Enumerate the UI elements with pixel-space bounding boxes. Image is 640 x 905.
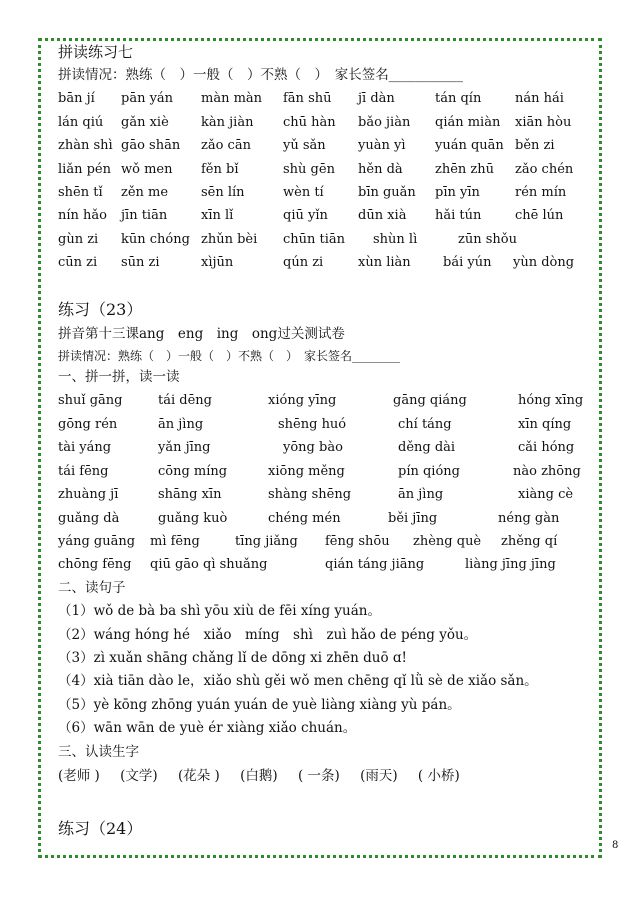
pinyin-row [58, 530, 598, 553]
section3-heading: 三、认读生字 [58, 743, 139, 760]
pinyin-word: xìjūn [201, 255, 234, 271]
pinyin-row [58, 204, 598, 227]
worksheet [58, 40, 598, 842]
pinyin-word: ān jìng [398, 487, 444, 503]
pinyin-word: wèn tí [283, 185, 324, 201]
pinyin-word: liǎn pén [58, 161, 111, 177]
pinyin-word: guǎng kuò [158, 510, 228, 526]
pinyin-word: shùn lì [373, 231, 418, 247]
pinyin-word: jī dàn [358, 91, 395, 107]
pinyin-word: hóng xīng [518, 393, 584, 409]
character-item: (花朵 ) [177, 767, 220, 784]
exercise23-status-line: 拼读情况：熟练（ ）一般（ ）不熟（ ） 家长签名________ [58, 349, 401, 364]
pinyin-word: fēng shōu [325, 533, 390, 549]
character-item: ( 小桥) [417, 767, 460, 784]
character-item: (文学) [120, 767, 158, 784]
pinyin-word: xīn qíng [518, 416, 572, 432]
pinyin-word: pān yán [121, 91, 174, 107]
pinyin-word: tīng jiǎng [235, 533, 298, 549]
pinyin-word: néng gàn [498, 510, 560, 526]
pinyin-word: zhēn zhū [435, 161, 495, 177]
pinyin-row [58, 460, 598, 483]
pinyin-word: yuán quān [435, 138, 504, 154]
exercise7-status-line: 拼读情况：熟练（ ）一般（ ）不熟（ ） 家长签名___________ [58, 67, 463, 83]
pinyin-word: yuàn yì [358, 138, 406, 154]
pinyin-row [58, 436, 598, 459]
pinyin-word: kūn chóng [121, 231, 190, 247]
pinyin-word: qián miàn [435, 114, 501, 130]
pinyin-word: pīn yīn [435, 185, 480, 201]
pinyin-word: gùn zi [58, 231, 99, 247]
exercise7-pinyin-grid [58, 87, 598, 274]
pinyin-word: wǒ men [121, 161, 173, 177]
pinyin-row [58, 413, 598, 436]
pinyin-word: bǎo jiàn [358, 114, 411, 130]
pinyin-word: yáng guāng [58, 533, 136, 549]
exercise23-pinyin-grid [58, 389, 598, 576]
character-item: (老师 ) [58, 767, 100, 784]
pinyin-word: cǎi hóng [518, 440, 575, 456]
pinyin-word: shāng xīn [158, 487, 222, 503]
exercise23-title: 拼音第十三课ang eng ing ong过关测试卷 [58, 325, 345, 342]
pinyin-word: yùn dòng [513, 255, 575, 271]
pinyin-word: xiàng cè [518, 487, 574, 503]
sentence: （3）zì xuǎn shāng chǎng lǐ de dōng xi zhēn duō ɑ! [58, 649, 407, 666]
pinyin-word: yōng bào [283, 440, 343, 456]
character-item: (白鹅) [240, 767, 278, 784]
pinyin-word: nín hǎo [58, 208, 107, 224]
pinyin-word: kàn jiàn [201, 114, 254, 130]
pinyin-word: děng dài [398, 440, 456, 456]
pinyin-word: qún zi [283, 255, 324, 271]
pinyin-word: zūn shǒu [458, 231, 517, 247]
sentence: （2）wáng hóng hé xiǎo míng shì zuì hǎo de péng yǒu。 [58, 626, 478, 643]
pinyin-word: qiū gāo qì shuǎng [150, 557, 268, 573]
pinyin-word: tán qín [435, 91, 482, 107]
exercise23-heading: 练习（23） [58, 299, 143, 319]
pinyin-word: shù gēn [283, 161, 335, 177]
pinyin-word: zǎo cān [201, 138, 251, 154]
pinyin-word: běi jīng [388, 510, 438, 526]
character-item: (雨天) [360, 767, 398, 784]
section2-heading: 二、读句子 [58, 579, 126, 596]
exercise7-title: 拼读练习七 [58, 43, 134, 61]
pinyin-word: chōng fēng [58, 557, 132, 573]
pinyin-word: yǔ sǎn [283, 138, 326, 154]
character-list [58, 764, 598, 788]
pinyin-word: nán hái [515, 91, 564, 107]
pinyin-word: hǎi tún [435, 208, 482, 224]
pinyin-word: shēn tǐ [58, 185, 103, 201]
pinyin-word: shàng shēng [268, 487, 352, 503]
pinyin-word: tái fēng [58, 463, 109, 479]
pinyin-word: cōng míng [158, 463, 228, 479]
exercise24-heading: 练习（24） [58, 818, 143, 838]
pinyin-word: jīn tiān [121, 208, 168, 224]
pinyin-word: liàng jīng jīng [465, 557, 556, 573]
pinyin-word: yǎn jīng [158, 440, 211, 456]
pinyin-row [58, 553, 598, 576]
pinyin-row [58, 87, 598, 110]
pinyin-word: zhǔn bèi [201, 231, 258, 247]
pinyin-word: qián táng jiāng [325, 557, 425, 573]
pinyin-row [58, 228, 598, 251]
page-number: 8 [612, 840, 619, 851]
pinyin-row [58, 389, 598, 412]
pinyin-word: zhàn shì [58, 138, 113, 154]
pinyin-word: bān jí [58, 91, 95, 107]
pinyin-word: xīn lǐ [201, 208, 234, 224]
pinyin-word: nào zhōng [513, 463, 581, 479]
pinyin-word: guǎng dà [58, 510, 120, 526]
pinyin-row [58, 158, 598, 181]
pinyin-word: gāo shān [121, 138, 181, 154]
pinyin-row [58, 483, 598, 506]
character-item: ( 一条) [297, 767, 340, 784]
pinyin-word: hěn dà [358, 161, 403, 177]
pinyin-word: chūn tiān [283, 231, 346, 247]
pinyin-word: dūn xià [358, 208, 407, 224]
pinyin-word: xióng yīng [268, 393, 337, 409]
section1-heading: 一、拼一拼，读一读 [58, 369, 180, 386]
pinyin-word: pín qióng [398, 463, 460, 479]
pinyin-word: gǎn xiè [121, 114, 169, 130]
pinyin-row [58, 507, 598, 530]
pinyin-word: qiū yǐn [283, 208, 328, 224]
sentence-list [58, 600, 598, 740]
pinyin-word: zěn me [121, 185, 169, 201]
sentence: （6）wān wān de yuè ér xiàng xiǎo chuán。 [58, 720, 357, 737]
pinyin-word: shēng huó [278, 416, 347, 432]
sentence: （1）wǒ de bà ba shì yōu xiù de fēi xíng yuán。 [58, 603, 381, 620]
pinyin-row [58, 111, 598, 134]
pinyin-row [58, 134, 598, 157]
pinyin-word: rén mín [515, 185, 567, 201]
pinyin-word: gōng rén [58, 416, 118, 432]
pinyin-word: zhěng qí [501, 533, 558, 549]
pinyin-row [58, 181, 598, 204]
pinyin-word: tài yáng [58, 440, 112, 456]
pinyin-word: shuǐ gāng [58, 393, 123, 409]
pinyin-word: chéng mén [268, 510, 341, 526]
sentence: （5）yè kōng zhōng yuán yuán de yuè liàng xiàng yù pán。 [58, 696, 461, 713]
pinyin-word: mì fēng [150, 533, 200, 549]
pinyin-word: xiōng měng [268, 463, 345, 479]
pinyin-word: xiān hòu [515, 114, 572, 130]
pinyin-word: zhèng què [413, 533, 482, 549]
pinyin-word: chū hàn [283, 114, 336, 130]
pinyin-word: bīn guǎn [358, 185, 416, 201]
pinyin-word: fěn bǐ [201, 161, 239, 177]
pinyin-word: cūn zi [58, 255, 98, 271]
pinyin-word: màn màn [201, 91, 263, 107]
sentence: （4）xià tiān dào le，xiǎo shù gěi wǒ men chēng qǐ lǜ sè de xiǎo sǎn。 [58, 673, 538, 690]
pinyin-word: chí táng [398, 416, 452, 432]
pinyin-word: zhuàng jī [58, 487, 119, 503]
pinyin-word: fān shū [283, 91, 332, 107]
pinyin-word: zǎo chén [515, 161, 574, 177]
pinyin-word: ān jìng [158, 416, 204, 432]
pinyin-word: gāng qiáng [393, 393, 467, 409]
pinyin-word: lán qiú [58, 114, 104, 130]
pinyin-word: bái yún [443, 255, 492, 271]
pinyin-word: běn zi [515, 138, 555, 154]
pinyin-word: sūn zi [121, 255, 160, 271]
pinyin-word: tái dēng [158, 393, 212, 409]
pinyin-row [58, 251, 598, 274]
pinyin-word: sēn lín [201, 185, 245, 201]
pinyin-word: chē lún [515, 208, 564, 224]
pinyin-word: xùn liàn [358, 255, 411, 271]
